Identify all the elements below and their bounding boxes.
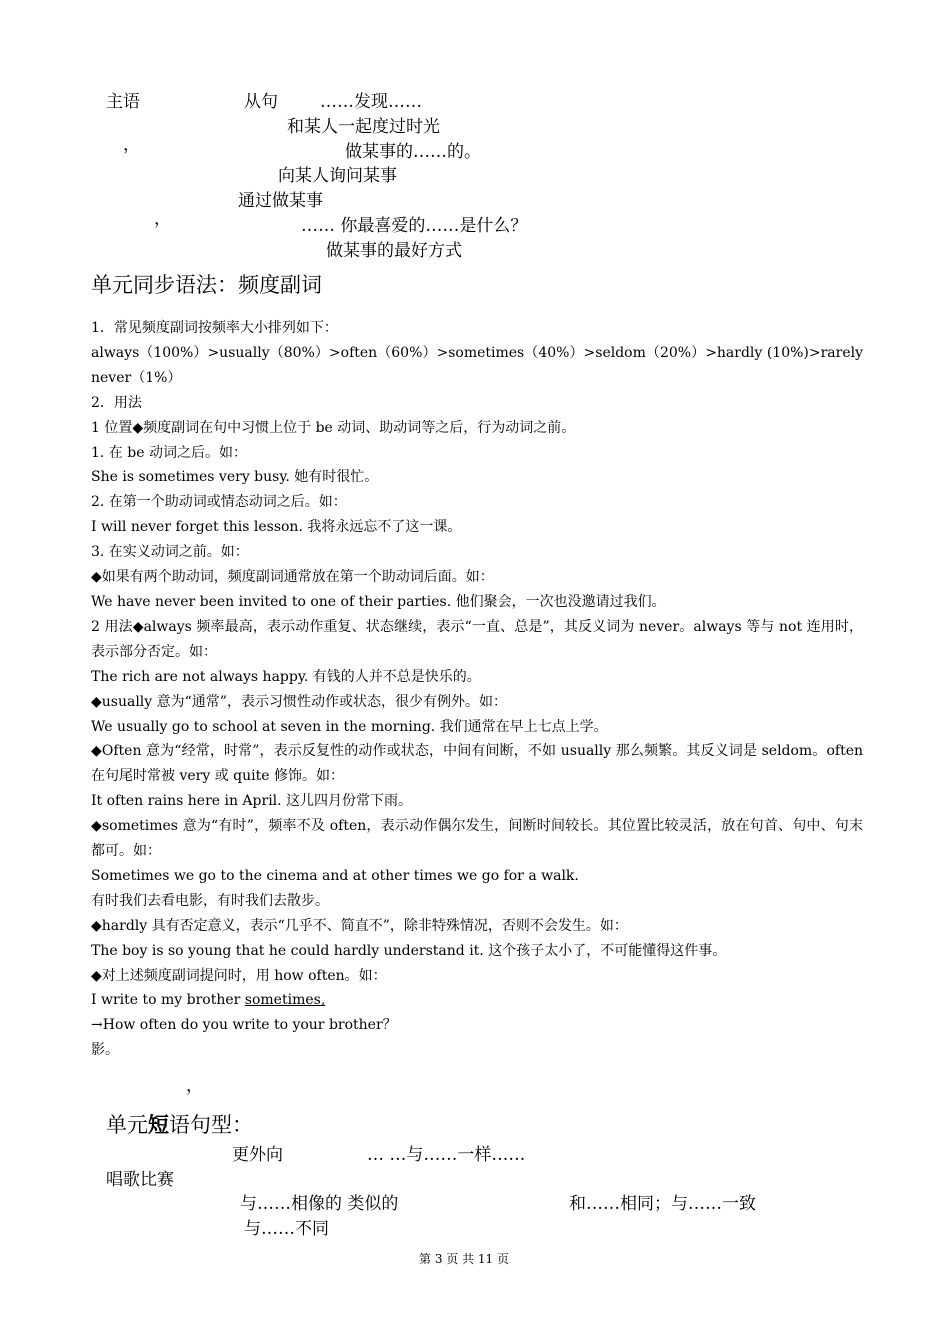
grammar-line: ◆hardly 具有否定意义，表示“几乎不、简直不”，除非特殊情况，否则不会发生。如： xyxy=(91,917,628,934)
grammar-line: 1. 在 be 动词之后。如： xyxy=(91,444,247,461)
example-line xyxy=(91,988,863,1013)
grammar-line: 1 位置◆频度副词在句中习惯上位于 be 动词、助动词等之后，行为动词之前。 xyxy=(91,419,576,436)
grammar-line: ◆如果有两个助动词，频度副词通常放在第一个助动词后面。如： xyxy=(91,569,494,586)
grammar-line: ◆usually 意为“通常”，表示习惯性动作或状态，很少有例外。如： xyxy=(91,693,507,710)
phrase-clause: 从句 xyxy=(244,92,278,112)
example-line: We usually go to school at seven in the morning. 我们通常在早上七点上学。 xyxy=(91,718,608,735)
phrase-best-way: 做某事的最好方式 xyxy=(326,241,462,261)
example-line: It often rains here in April. 这儿四月份常下雨。 xyxy=(91,793,413,810)
phrase-same-as: … …与……一样…… xyxy=(367,1145,526,1165)
grammar-line: 1．常见频度副词按频率大小排列如下： xyxy=(91,320,338,336)
example-line: The rich are not always happy. 有钱的人并不总是快乐的。 xyxy=(91,668,481,685)
title-part: 语句型： xyxy=(169,1113,253,1137)
grammar-line: ◆sometimes 意为“有时”，频率不及 often，表示动作偶尔发生，间断时间较长。其位置比较灵活，放在句首、句中、句末都可。如： xyxy=(91,818,863,860)
phrase-identical: 和……相同；与……一致 xyxy=(569,1194,756,1214)
example-line: We have never been invited to one of their parties. 他们聚会，一次也没邀请过我们。 xyxy=(91,593,666,610)
underlined-word: sometimes xyxy=(244,992,321,1009)
example-line: The boy is so young that he could hardly understand it. 这个孩子太小了，不可能懂得这件事。 xyxy=(91,942,727,959)
grammar-line: ◆Often 意为“经常，时常”，表示反复性的动作或状态，中间有间断，不如 usually 那么频繁。其反义词是 seldom。often 在句尾时常被 very 或 quite 修饰。如： xyxy=(91,743,863,785)
grammar-line: 2. 在第一个助动词或情态动词之后。如： xyxy=(91,494,347,511)
example-translation: 有时我们去看电影，有时我们去散步。 xyxy=(91,892,329,909)
phrase-similar: 与……相像的 类似的 xyxy=(240,1194,399,1214)
underlined-comma: , xyxy=(320,992,326,1009)
grammar-line: 影。 xyxy=(91,1042,119,1059)
example-line: →How often do you write to your brother？ xyxy=(91,1017,397,1034)
phrase-outgoing: 更外向 xyxy=(232,1145,283,1165)
phrase-favorite: …… 你最喜爱的……是什么？ xyxy=(301,216,528,236)
frequency-order-line: always（100%）>usually（80%）>often（60%）>sometimes（40%）>seldom（20%）>hardly (10%)>rarely never（1%） xyxy=(91,344,863,386)
example-line: I will never forget this lesson. 我将永远忘不了这一课。 xyxy=(91,519,462,536)
example-line: Sometimes we go to the cinema and at other times we go for a walk. xyxy=(91,867,579,884)
phrase-by-doing: 通过做某事 xyxy=(238,191,323,211)
phrase-different: 与……不同 xyxy=(244,1219,329,1239)
stray-comma: ， xyxy=(186,1076,203,1096)
phrase-spend-time: 和某人一起度过时光 xyxy=(287,117,440,137)
example-line: She is sometimes very busy. 她有时很忙。 xyxy=(91,469,379,486)
title-part-bold: 短 xyxy=(148,1112,169,1137)
phrases-section-title xyxy=(106,1111,253,1139)
grammar-line: 2．用法 xyxy=(91,394,142,411)
phrase-comma-1: ， xyxy=(123,135,140,155)
phrase-subject: 主语 xyxy=(106,92,140,112)
page-footer: 第 3 页 共 11 页 xyxy=(419,1252,509,1266)
grammar-line: 2 用法◆always 频率最高，表示动作重复、状态继续，表示“一直、总是”，其反义词为 never。always 等与 not 连用时，表示部分否定。如： xyxy=(91,618,863,660)
example-text: I write to my brother xyxy=(91,992,245,1009)
grammar-line: 3. 在实义动词之前。如： xyxy=(91,544,249,561)
grammar-section-title: 单元同步语法：频度副词 xyxy=(91,273,322,297)
phrase-doing-something: 做某事的……的。 xyxy=(345,142,481,162)
phrase-singing-contest: 唱歌比赛 xyxy=(106,1170,174,1190)
phrase-find: ……发现…… xyxy=(320,92,422,112)
phrase-comma-2: ， xyxy=(154,209,171,229)
title-part: 单元 xyxy=(106,1113,148,1137)
grammar-line: ◆对上述频度副词提问时，用 how often。如： xyxy=(91,967,387,984)
phrase-ask-someone: 向某人询问某事 xyxy=(278,166,397,186)
grammar-body xyxy=(91,316,863,1063)
